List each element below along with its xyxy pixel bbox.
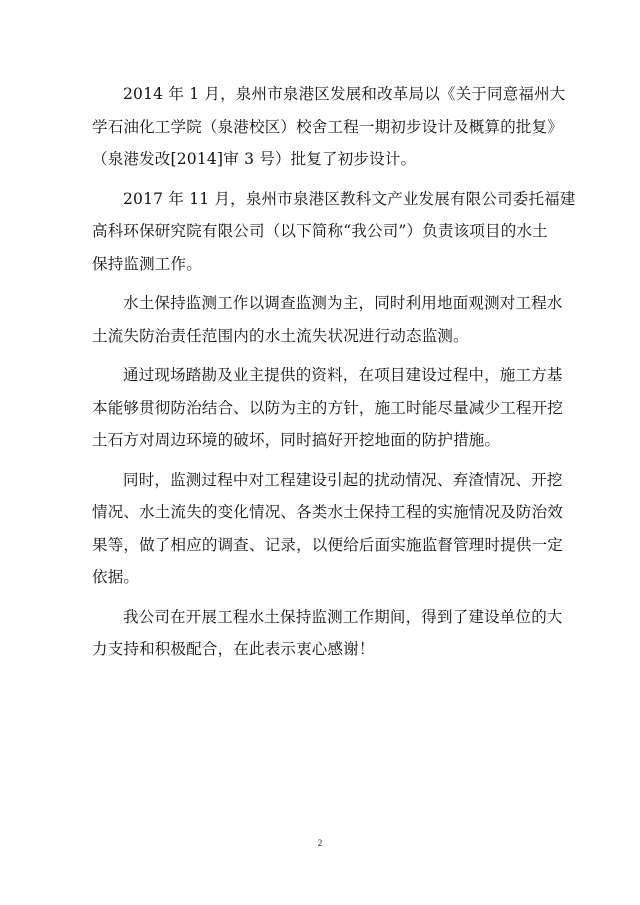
paragraph-monitoring-commission	[92, 183, 576, 281]
body-text	[92, 78, 576, 673]
text-line: 本能够贯彻防治结合、以防为主的方针，施工时能尽量减少工程开挖	[92, 398, 564, 417]
text-line: 高科环保研究院有限公司（以下简称“我公司”）负责该项目的水土	[92, 222, 548, 240]
text-line: 保持监测工作。	[92, 254, 202, 273]
text-line: 水土保持监测工作以调查监测为主，同时利用地面观测对工程水	[123, 294, 563, 312]
text-line: 土流失防治责任范围内的水土流失状况进行动态监测。	[92, 326, 469, 345]
text-line: 情况、水土流失的变化情况、各类水土保持工程的实施情况及防治效	[92, 503, 564, 521]
text-line: 通过现场踏勘及业主提供的资料，在项目建设过程中，施工方基	[123, 366, 563, 384]
paragraph-preliminary-design-approval	[92, 78, 566, 176]
paragraph-monitoring-method	[92, 287, 563, 352]
text-line: 同时，监测过程中对工程建设引起的扰动情况、弃渣情况、开挖	[123, 470, 563, 489]
text-line: 依据。	[92, 568, 140, 586]
text-line: 2017 年 11 月，泉州市泉港区教科文产业发展有限公司委托福建	[123, 189, 576, 208]
paragraph-monitoring-records	[92, 464, 564, 594]
text-line: （泉港发改[2014]审 3 号）批复了初步设计。	[92, 150, 417, 168]
text-line: 2014 年 1 月，泉州市泉港区发展和改革局以《关于同意福州大	[123, 85, 566, 103]
paragraph-site-survey	[92, 359, 564, 457]
text-line: 果等，做了相应的调查、记录，以便给后面实施监督管理时提供一定	[92, 535, 564, 554]
text-line: 我公司在开展工程水土保持监测工作期间，得到了建设单位的大	[123, 607, 563, 626]
text-line: 学石油化工学院（泉港校区）校舍工程一期初步设计及概算的批复》	[92, 117, 564, 136]
text-line: 土石方对周边环境的破坏，同时搞好开挖地面的防护措施。	[92, 431, 501, 449]
text-line: 力支持和积极配合，在此表示衷心感谢！	[92, 640, 375, 658]
paragraph-acknowledgement	[92, 601, 563, 666]
page-number: 2	[317, 838, 323, 848]
